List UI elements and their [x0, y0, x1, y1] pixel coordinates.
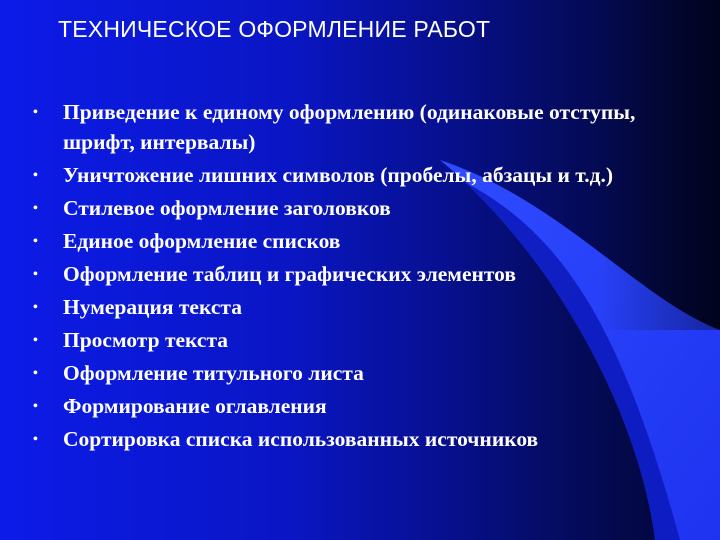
- list-item-text: Нумерация текста: [63, 295, 242, 319]
- bullet-icon: •: [33, 105, 38, 120]
- list-item: [0, 291, 703, 324]
- bullet-icon: •: [33, 267, 38, 282]
- list-item-text: Приведение к единому оформлению (одинаковые отступы, шрифт, интервалы): [63, 100, 636, 154]
- bullet-icon: •: [33, 366, 38, 381]
- bullet-icon: •: [33, 234, 38, 249]
- list-item-text: Стилевое оформление заголовков: [63, 196, 391, 220]
- bullet-list: [0, 96, 703, 456]
- bullet-icon: •: [33, 399, 38, 414]
- list-item-text: Просмотр текста: [63, 328, 229, 352]
- list-item: [0, 96, 703, 159]
- list-item: [0, 225, 703, 258]
- list-item: [0, 390, 703, 423]
- list-item: [0, 159, 703, 192]
- bullet-icon: •: [33, 201, 38, 216]
- list-item-text: Сортировка списка использованных источников: [63, 427, 539, 451]
- list-item: [0, 357, 703, 390]
- bullet-icon: •: [33, 300, 38, 315]
- slide-title: ТЕХНИЧЕСКОЕ ОФОРМЛЕНИЕ РАБОТ: [58, 16, 491, 42]
- list-item-text: Уничтожение лишних символов (пробелы, абзацы и т.д.): [63, 163, 614, 187]
- bullet-icon: •: [33, 333, 38, 348]
- bullet-icon: •: [33, 168, 38, 183]
- list-item: [0, 423, 703, 456]
- list-item: [0, 258, 703, 291]
- list-item-text: Оформление титульного листа: [63, 361, 364, 385]
- list-item-text: Единое оформление списков: [63, 229, 341, 253]
- bullet-icon: •: [33, 432, 38, 447]
- list-item-text: Оформление таблиц и графических элементов: [63, 262, 516, 286]
- list-item: [0, 324, 703, 357]
- list-item-text: Формирование оглавления: [63, 394, 327, 418]
- list-item: [0, 192, 703, 225]
